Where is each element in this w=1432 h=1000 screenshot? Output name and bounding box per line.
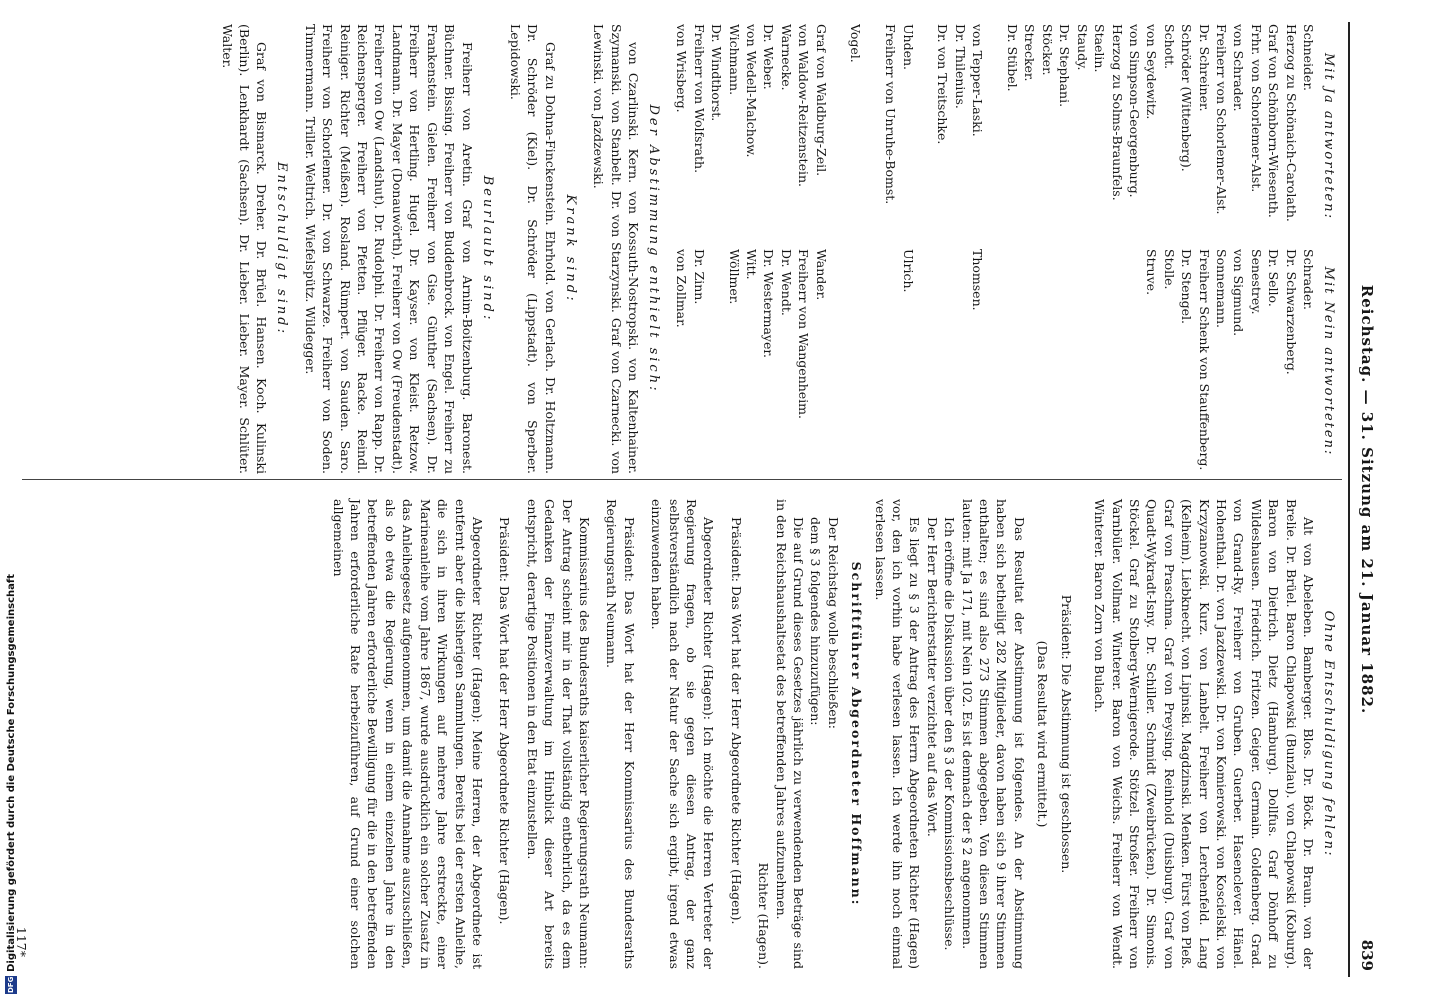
- president-statement-3: Präsident: Das Wort hat der Herr Kommissarius des Bundesraths Regierungsrath Neumann.: [604, 499, 637, 969]
- ja-name: Warnecke.: [778, 24, 794, 91]
- ja-name: Staelin.: [1092, 24, 1108, 73]
- clerk-label: Schriftführer Abgeordneter Hoffmann:: [849, 561, 865, 907]
- nein-name: [917, 249, 934, 474]
- ja-name: Herzog zu Solms-Braunfels.: [1109, 24, 1125, 201]
- richter-statement-2: Abgeordneter Richter (Hagen): Meine Herren, der Abgeordnete ist entfernt aber die bisherigen Sammlungen. Bereits bei der ersten Anleihe, die sich in ihren Wirkungen auf mehrere Jahre erstreckte, einer Marineanleihe vom Jahre 1867, wurde ausdrücklich ein solcher Zusatz in das Anleihegesetz aufgenommen, um damit die Annahme auszuschließen, als ob etwa die Regierung, wenn in einem einzelnen Jahre in den betreffenden Jahren erforderliche Bewilligung für die in den betreffenden Jahren erforderliche Rate herbeizuführen, auf Grund einer solchen allgemeinen: [330, 499, 485, 969]
- ja-name: Dr. Weber.: [761, 24, 777, 90]
- nein-name: [864, 249, 881, 474]
- ja-name: Stöcker.: [1039, 24, 1055, 76]
- ja-name: Schneider.: [1301, 24, 1316, 92]
- nein-name: [1126, 249, 1143, 474]
- ja-name: Dr. Windthorst.: [709, 24, 725, 122]
- ja-name: [917, 24, 934, 249]
- nein-name: [951, 249, 968, 474]
- nein-name: Wöllmer.: [726, 249, 742, 305]
- abstained-heading: Der Abstimmung enthielt sich:: [645, 104, 661, 394]
- dfg-logo: DFG: [7, 976, 15, 994]
- ja-name: [830, 24, 847, 249]
- ja-name: Wichmann.: [726, 24, 742, 96]
- nein-name: Stolle.: [1161, 249, 1177, 290]
- ja-name: Staudy.: [1074, 24, 1090, 71]
- left-column: [218, 24, 1338, 474]
- page-title: Reichstag. — 31. Sitzung am 21. Januar 1882.: [1358, 284, 1376, 715]
- ja-name: Dr. Schreiner.: [1196, 24, 1212, 112]
- discussion-text: Ich eröffne die Diskussion über den § 3 der Kommissionsbeschlüsse.: [942, 517, 958, 951]
- nein-name: [986, 249, 1003, 474]
- sick-text: Graf zu Dohna-Finckenstein. Ehrhold. von Gerlach. Dr. Holtzmann. Dr. Schröder (Kiel). Dr. Schröder (Lippstadt). von Sperber. Lepidowski.: [507, 24, 558, 474]
- result-text: Das Resultat der Abstimmung ist folgendes. An der Abstimmung haben sich betheiligt 282 Mitglieder, davon haben sich 9 ihrer Stimmen enthalten; es sind also 273 Stimmen abgegeben. Von diesen Stimmen lauten: mit Ja 171, mit Nein 102. Es ist demnach der § 2 angenommen.: [959, 499, 1027, 969]
- nein-names: [673, 249, 1317, 474]
- president-statement-4: Präsident: Das Wort hat der Herr Abgeordnete Richter (Hagen).: [497, 517, 513, 925]
- nein-name: Dr. Sello.: [1266, 249, 1282, 307]
- ja-name: von Tepper-Laski.: [970, 24, 986, 137]
- neumann-statement: Kommissarius des Bundesraths kaiserlicher Regierungsrath Neumann: Der Antrag scheint mir in der That vollständig entbehrlich, da es dem Gedanken der Finanzverwaltung im Hinblick dieser Art bereits entspricht, derartige Positionen in den Etat einzustellen.: [524, 499, 592, 969]
- ja-name: von Schrader.: [1231, 24, 1247, 112]
- ja-name: [986, 24, 1003, 249]
- ja-name: Dr. von Treitschke.: [935, 24, 951, 145]
- nein-name: [1108, 249, 1125, 474]
- nein-name: [882, 249, 899, 474]
- unexcused-heading: Ohne Entschuldigung fehlen:: [1321, 610, 1336, 858]
- nein-name: [1073, 249, 1090, 474]
- ja-name: [864, 24, 881, 249]
- nein-name: Sonnemann.: [1213, 249, 1229, 328]
- ja-name: Freiherr von Unruhe-Bomst.: [883, 24, 899, 205]
- result-note: (Das Resultat wird ermittelt.): [1035, 640, 1051, 828]
- nein-name: Dr. Westermayer.: [761, 249, 777, 358]
- running-head: [1348, 22, 1380, 977]
- ja-name: Dr. Thilenius.: [952, 24, 968, 109]
- nein-name: Witt.: [744, 249, 759, 280]
- ja-name: Dr. Stephani.: [1057, 24, 1073, 108]
- richter-statement-1: Abgeordneter Richter (Hagen): Ich möchte die Herren Vertreter der Regierung fragen, ob sie gegen diesen Antrag, der ganz selbstverständlich nach der Natur der Sache sich ergibt, irgend etwas einzuwenden haben.: [649, 499, 717, 969]
- nein-name: Dr. Schwarzenberg.: [1283, 249, 1299, 375]
- unexcused-text: Alt von Abeleben. Bamberger. Blos. Dr. Böck. Dr. Braun. von der Brelie. Dr. Brüel. Baron Chlapowski (Bunzlau). von Chlapowski (Koburg). Baron von Dietrich. Dietz (Hamburg). Dollfus. Graf Dönhoff zu Wildeshausen. Friedrich. Fritzen. Geiger. Germain. Goldenberg. Grad. von Grand-Ry. Freiherr von Gruben. Guerber. Hasenclever. Hänel. Hohenthal. Dr. von Jazdzewski. Dr. von Komierowski. von Koscielski. von Krzyzanowski. Kurz. von Lanbelt. Freiherr von Lerchenfeld. Lang (Kelheim). Liebknecht. von Lipinski. Magdzinski. Menken. Fürst von Pleß. Graf von Praschma. Graf von Preysing. Reinhold (Duisburg). Graf von Quadt-Wykradt-Isny. Dr. Schiller. Schmidt (Zweibrücken). Dr. Simonis. Stöckel. Graf zu Stolberg-Wernigerode. Stötzel. Stroßer. Freiherr von Varnbüler. Vollmar. Winterer. Baron von Weichs. Freiherr von Wendt. Winterer. Baron Zorn von Bulach.: [1092, 499, 1316, 969]
- sick-heading: Krank sind:: [562, 194, 578, 304]
- on-leave-heading: Beurlaubt sind:: [479, 175, 495, 323]
- nein-name: [708, 249, 725, 474]
- clerk-text-1: Der Reichstag wolle beschließen:: [825, 517, 841, 729]
- ja-name: Freiherr von Wolfsrath.: [691, 24, 707, 174]
- excused-heading: Entschuldigt sind:: [274, 161, 290, 336]
- ja-name: Graf von Waldburg-Zeil.: [813, 24, 829, 177]
- nein-heading: Mit Nein antworteten:: [1321, 266, 1336, 457]
- abstained-text: von Czarlinski. Kern. von Kossuth-Nostropski. von Kaltenhainer. Szymanski. von Stanbelt. Dr. von Starzynski. Graf von Czarnecki. von Lewinski. von Jazdzewski.: [591, 24, 641, 474]
- excused-text: Graf von Bismarck. Dreher. Dr. Brüel. Hansen. Koch. Kulinski (Berlin). Lenkhardt (Sachsen). Dr. Lieber. Lieber. Mayer. Schlüter. Walter.: [219, 24, 270, 474]
- nein-name: [847, 249, 864, 474]
- ja-name: Schott.: [1161, 24, 1177, 70]
- ja-name: von Wedell-Malchow.: [744, 24, 759, 158]
- nein-name: [934, 249, 951, 474]
- nein-name: Senestrey.: [1248, 249, 1264, 315]
- president-statement-1: Präsident: Die Abstimmung ist geschlossen.: [1058, 594, 1074, 874]
- ja-name: von Wrisberg.: [674, 24, 690, 113]
- president-statement-2: Präsident: Das Wort hat der Herr Abgeordnete Richter (Hagen).: [728, 517, 744, 925]
- nein-name: Freiherr von Wangenheim.: [796, 249, 812, 420]
- ja-name: Freiherr von Schorlemer-Alst.: [1213, 24, 1229, 215]
- nein-name: Dr. Wendt.: [778, 249, 794, 316]
- ja-name: Frhr. von Schorlemer-Alst.: [1248, 24, 1264, 193]
- clerk-text-3: Die auf Grund dieses Gesetzes jährlich zu verwendenden Beträge sind in den Reichshaushaltsetat des betreffenden Jahres aufzunehmen.: [773, 499, 807, 969]
- clerk-signature: Richter (Hagen).: [756, 862, 772, 969]
- nein-name: Ulrich.: [900, 249, 916, 293]
- vote-lists: [673, 24, 1338, 474]
- right-column: [329, 499, 1338, 969]
- nein-name: Dr. Zinn.: [691, 249, 707, 305]
- ja-name: von Simpson-Georgenburg.: [1126, 24, 1142, 198]
- reporter-text: Der Herr Berichterstatter verzichtet auf das Wort.: [924, 517, 940, 837]
- nein-name: von Sigmund.: [1231, 249, 1247, 337]
- ja-names: [673, 24, 1317, 249]
- nein-name: [1021, 249, 1038, 474]
- signature-mark: 117*: [14, 926, 29, 957]
- ja-name: Uhden.: [900, 24, 916, 71]
- nein-name: von Zollmar.: [674, 249, 690, 328]
- ja-name: Strecker.: [1022, 24, 1038, 82]
- ja-name: Dr. Stübel.: [1005, 24, 1021, 92]
- column-divider: [22, 479, 1342, 480]
- credit-text: Digitalisierung gefördert durch die Deutsche Forschungsgemeinschaft: [5, 574, 17, 972]
- ja-name: Graf von Schönborn-Wiesenth.: [1266, 24, 1282, 218]
- nein-name: [1004, 249, 1021, 474]
- nein-name: [1091, 249, 1108, 474]
- ja-heading: Mit Ja antworteten:: [1321, 52, 1336, 221]
- nein-name: Schrader.: [1301, 249, 1316, 311]
- ja-name: Vogel.: [848, 24, 864, 63]
- nein-name: Struve.: [1144, 249, 1160, 296]
- ja-name: Schröder (Wittenberg).: [1179, 24, 1195, 172]
- nein-name: Freiherr Schenk von Stauffenberg.: [1196, 249, 1212, 471]
- nein-name: [830, 249, 847, 474]
- ja-name: von Waldow-Reitzenstein.: [796, 24, 812, 187]
- clerk-text-2: dem § 3 folgendes hinzuzufügen:: [808, 517, 824, 726]
- document-page: [5, 2, 1388, 997]
- ja-name: Herzog zu Schönaich-Carolath.: [1283, 24, 1299, 222]
- motion-intro: Es liegt zu § 3 der Antrag des Herrn Abgeordneten Richter (Hagen) vor, den ich vorhin habe verlesen lassen. Ich werde ihn noch einmal verlesen lassen.: [872, 499, 923, 969]
- nein-list: [673, 249, 1338, 474]
- nein-name: Thomsen.: [970, 249, 986, 311]
- nein-name: Wander.: [813, 249, 829, 301]
- ja-name: von Seydewitz.: [1144, 24, 1160, 120]
- on-leave-text: Freiherr von Aretin. Graf von Arnim-Boitzenburg. Baronest. Büchner. Bissing. Freiherr von Buddenbrock. von Engel. Freiherr zu Frankenstein. Gielen. Freiherr von Gise. Günther (Sachsen). Dr. Freiherr von Hertling. Hugel. Dr. Kayser. von Kleist. Retzow. Landmann. Dr. Mayer (Donauwörth). Freiherr von Ow (Freudenstadt). Freiherr von Ow (Landshut). Dr. Rudolphi. Dr. Freiherr von Rapp. Dr. Reichensperger. Freiherr von Pfetten. Pflüger. Racke. Reindl. Reiniger. Richter (Meißen). Rosland. Rümpert. von Sauden. Saro. Freiherr von Schorlemer. Dr. von Schwarze. Freiherr von Soden. Timmermann. Triller. Weltrich. Wiefelspütz. Wildegger.: [302, 24, 475, 474]
- ja-list: [673, 24, 1338, 249]
- nein-name: [1039, 249, 1056, 474]
- page-number: 839: [1358, 939, 1376, 971]
- nein-name: [1056, 249, 1073, 474]
- nein-name: Dr. Stengel.: [1179, 249, 1195, 324]
